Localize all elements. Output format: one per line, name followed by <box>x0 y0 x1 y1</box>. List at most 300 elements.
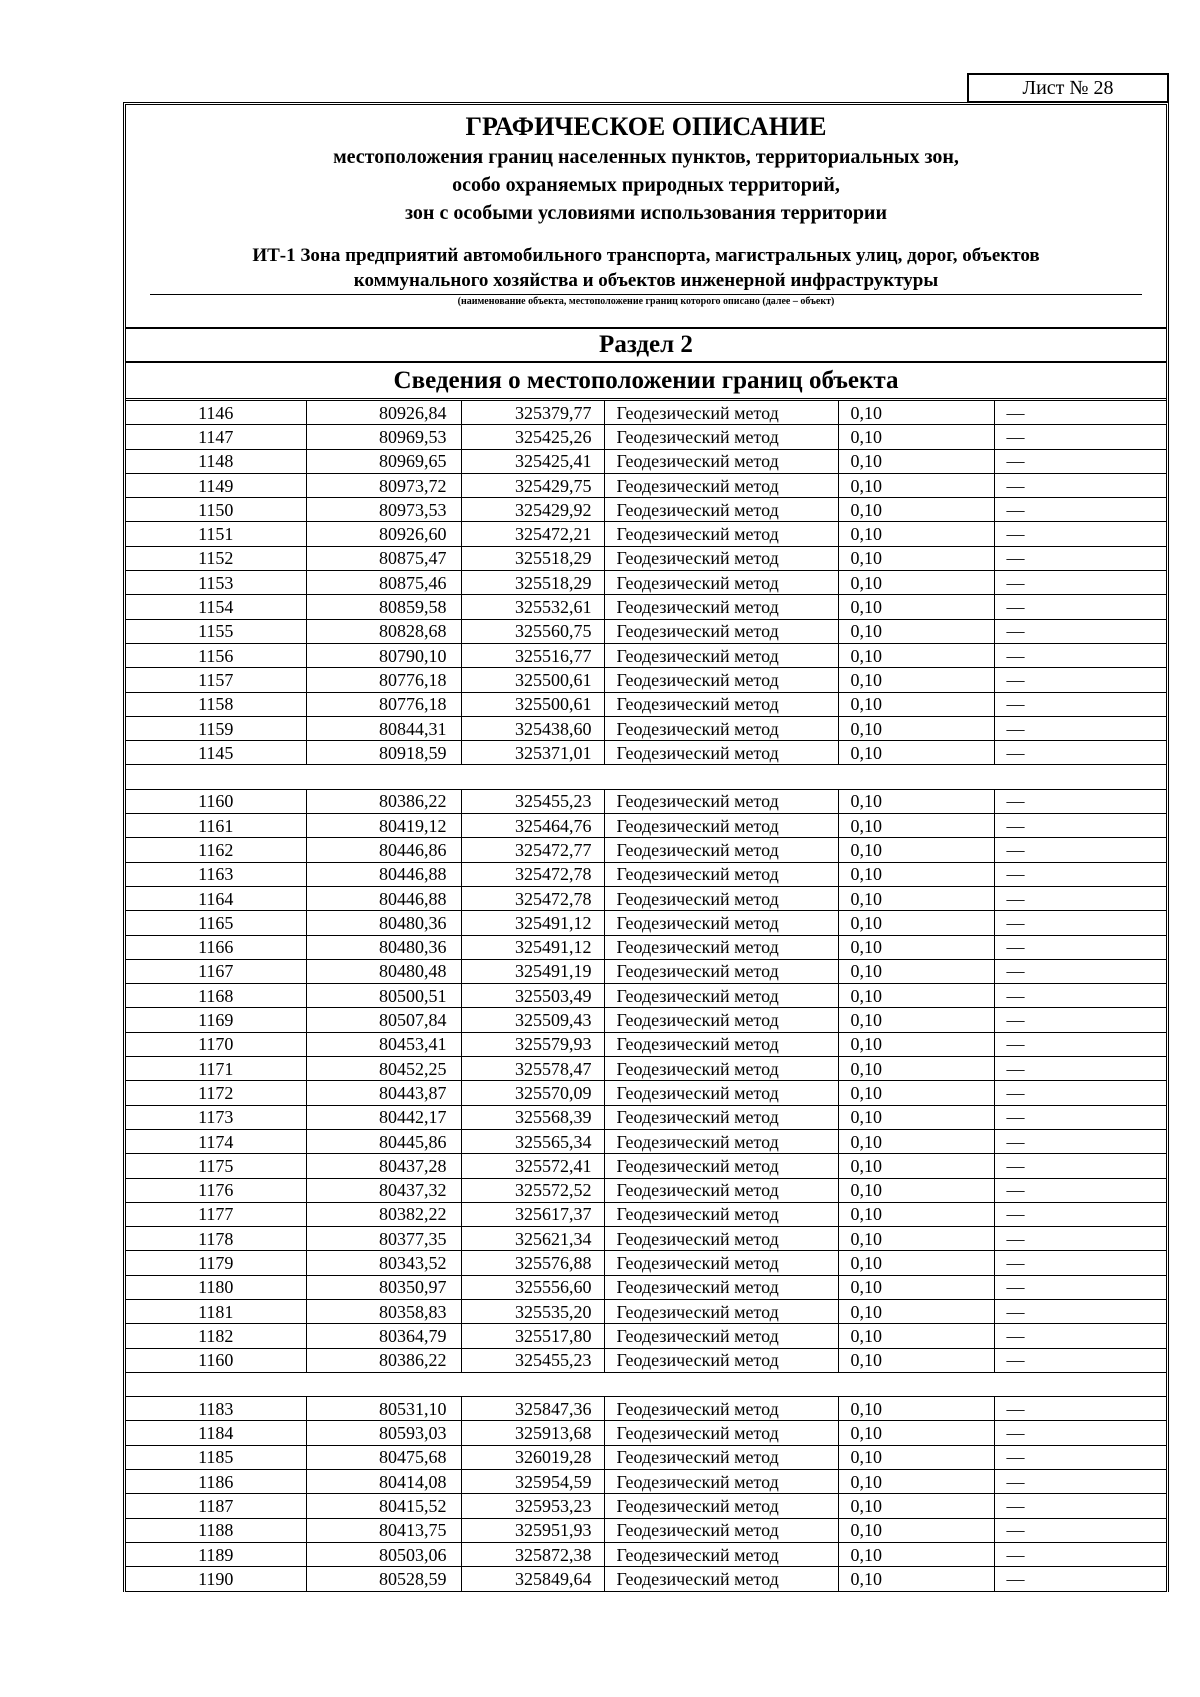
method-cell: Геодезический метод <box>604 1324 838 1348</box>
table-row <box>126 1518 1166 1542</box>
group-separator-row <box>126 1372 1166 1396</box>
description-cell: — <box>994 1081 1166 1105</box>
y-coordinate-cell: 325491,12 <box>461 935 604 959</box>
method-cell: Геодезический метод <box>604 1008 838 1032</box>
method-cell: Геодезический метод <box>604 911 838 935</box>
description-cell: — <box>994 522 1166 546</box>
point-number-cell: 1168 <box>126 984 306 1008</box>
point-number-cell: 1178 <box>126 1227 306 1251</box>
object-name-line-2: коммунального хозяйства и объектов инженерной инфраструктуры <box>353 270 939 291</box>
description-cell: — <box>994 1299 1166 1323</box>
table-row <box>126 619 1166 643</box>
x-coordinate-cell: 80973,53 <box>306 498 461 522</box>
table-row <box>126 546 1166 570</box>
point-number-cell: 1173 <box>126 1105 306 1129</box>
point-number-cell: 1182 <box>126 1324 306 1348</box>
y-coordinate-cell: 325517,80 <box>461 1324 604 1348</box>
point-number-cell: 1172 <box>126 1081 306 1105</box>
accuracy-cell: 0,10 <box>838 619 994 643</box>
description-cell: — <box>994 1251 1166 1275</box>
point-number-cell: 1183 <box>126 1397 306 1421</box>
description-cell: — <box>994 1518 1166 1542</box>
point-number-cell: 1179 <box>126 1251 306 1275</box>
table-row <box>126 1129 1166 1153</box>
table-row <box>126 1299 1166 1323</box>
y-coordinate-cell: 325429,75 <box>461 473 604 497</box>
document-header <box>126 105 1166 329</box>
x-coordinate-cell: 80926,60 <box>306 522 461 546</box>
table-row <box>126 1421 1166 1445</box>
y-coordinate-cell: 325379,77 <box>461 401 604 425</box>
point-number-cell: 1150 <box>126 498 306 522</box>
y-coordinate-cell: 325913,68 <box>461 1421 604 1445</box>
table-row <box>126 789 1166 813</box>
method-cell: Геодезический метод <box>604 546 838 570</box>
description-cell: — <box>994 862 1166 886</box>
method-cell: Геодезический метод <box>604 668 838 692</box>
accuracy-cell: 0,10 <box>838 668 994 692</box>
accuracy-cell: 0,10 <box>838 1129 994 1153</box>
y-coordinate-cell: 325556,60 <box>461 1275 604 1299</box>
y-coordinate-cell: 325560,75 <box>461 619 604 643</box>
x-coordinate-cell: 80828,68 <box>306 619 461 643</box>
x-coordinate-cell: 80918,59 <box>306 741 461 765</box>
document-frame <box>123 102 1169 1592</box>
table-row <box>126 814 1166 838</box>
description-cell: — <box>994 1008 1166 1032</box>
y-coordinate-cell: 325371,01 <box>461 741 604 765</box>
y-coordinate-cell: 325954,59 <box>461 1470 604 1494</box>
table-row <box>126 1348 1166 1372</box>
point-number-cell: 1181 <box>126 1299 306 1323</box>
accuracy-cell: 0,10 <box>838 425 994 449</box>
x-coordinate-cell: 80969,53 <box>306 425 461 449</box>
x-coordinate-cell: 80776,18 <box>306 692 461 716</box>
accuracy-cell: 0,10 <box>838 571 994 595</box>
description-cell: — <box>994 1397 1166 1421</box>
y-coordinate-cell: 325425,26 <box>461 425 604 449</box>
coordinates-table <box>126 401 1166 1592</box>
method-cell: Геодезический метод <box>604 838 838 862</box>
accuracy-cell: 0,10 <box>838 716 994 740</box>
y-coordinate-cell: 325617,37 <box>461 1202 604 1226</box>
accuracy-cell: 0,10 <box>838 1542 994 1566</box>
description-cell: — <box>994 1421 1166 1445</box>
point-number-cell: 1148 <box>126 449 306 473</box>
description-cell: — <box>994 1567 1166 1591</box>
table-row <box>126 1105 1166 1129</box>
y-coordinate-cell: 325568,39 <box>461 1105 604 1129</box>
method-cell: Геодезический метод <box>604 1227 838 1251</box>
point-number-cell: 1166 <box>126 935 306 959</box>
method-cell: Геодезический метод <box>604 935 838 959</box>
point-number-cell: 1171 <box>126 1057 306 1081</box>
table-row <box>126 1008 1166 1032</box>
accuracy-cell: 0,10 <box>838 935 994 959</box>
point-number-cell: 1146 <box>126 401 306 425</box>
point-number-cell: 1147 <box>126 425 306 449</box>
table-row <box>126 1081 1166 1105</box>
y-coordinate-cell: 325438,60 <box>461 716 604 740</box>
x-coordinate-cell: 80844,31 <box>306 716 461 740</box>
description-cell: — <box>994 643 1166 667</box>
method-cell: Геодезический метод <box>604 1470 838 1494</box>
method-cell: Геодезический метод <box>604 1129 838 1153</box>
method-cell: Геодезический метод <box>604 1275 838 1299</box>
accuracy-cell: 0,10 <box>838 1470 994 1494</box>
accuracy-cell: 0,10 <box>838 449 994 473</box>
method-cell: Геодезический метод <box>604 1445 838 1469</box>
table-row <box>126 862 1166 886</box>
table-row <box>126 1494 1166 1518</box>
x-coordinate-cell: 80443,87 <box>306 1081 461 1105</box>
y-coordinate-cell: 325572,41 <box>461 1154 604 1178</box>
description-cell: — <box>994 1032 1166 1056</box>
accuracy-cell: 0,10 <box>838 789 994 813</box>
accuracy-cell: 0,10 <box>838 473 994 497</box>
table-row <box>126 716 1166 740</box>
table-row <box>126 1032 1166 1056</box>
y-coordinate-cell: 325518,29 <box>461 546 604 570</box>
y-coordinate-cell: 325532,61 <box>461 595 604 619</box>
table-row <box>126 838 1166 862</box>
y-coordinate-cell: 325847,36 <box>461 1397 604 1421</box>
table-row <box>126 473 1166 497</box>
method-cell: Геодезический метод <box>604 984 838 1008</box>
accuracy-cell: 0,10 <box>838 1348 994 1372</box>
table-row <box>126 692 1166 716</box>
y-coordinate-cell: 325491,12 <box>461 911 604 935</box>
document-title: ГРАФИЧЕСКОЕ ОПИСАНИЕ <box>465 112 827 141</box>
accuracy-cell: 0,10 <box>838 1251 994 1275</box>
accuracy-cell: 0,10 <box>838 1494 994 1518</box>
method-cell: Геодезический метод <box>604 1032 838 1056</box>
description-cell: — <box>994 935 1166 959</box>
description-cell: — <box>994 741 1166 765</box>
accuracy-cell: 0,10 <box>838 1105 994 1129</box>
accuracy-cell: 0,10 <box>838 814 994 838</box>
table-row <box>126 1251 1166 1275</box>
point-number-cell: 1163 <box>126 862 306 886</box>
accuracy-cell: 0,10 <box>838 1227 994 1251</box>
y-coordinate-cell: 325503,49 <box>461 984 604 1008</box>
description-cell: — <box>994 1105 1166 1129</box>
y-coordinate-cell: 325491,19 <box>461 959 604 983</box>
y-coordinate-cell: 325953,23 <box>461 1494 604 1518</box>
y-coordinate-cell: 325455,23 <box>461 789 604 813</box>
description-cell: — <box>994 1129 1166 1153</box>
method-cell: Геодезический метод <box>604 1542 838 1566</box>
accuracy-cell: 0,10 <box>838 1178 994 1202</box>
accuracy-cell: 0,10 <box>838 886 994 910</box>
y-coordinate-cell: 325578,47 <box>461 1057 604 1081</box>
accuracy-cell: 0,10 <box>838 741 994 765</box>
description-cell: — <box>994 1178 1166 1202</box>
method-cell: Геодезический метод <box>604 1421 838 1445</box>
subtitle-line-1: местоположения границ населенных пунктов, территориальных зон, <box>333 146 959 168</box>
sheet-number-label: Лист № 28 <box>967 73 1169 103</box>
x-coordinate-cell: 80419,12 <box>306 814 461 838</box>
description-cell: — <box>994 1470 1166 1494</box>
method-cell: Геодезический метод <box>604 643 838 667</box>
method-cell: Геодезический метод <box>604 1348 838 1372</box>
accuracy-cell: 0,10 <box>838 1032 994 1056</box>
description-cell: — <box>994 716 1166 740</box>
x-coordinate-cell: 80442,17 <box>306 1105 461 1129</box>
x-coordinate-cell: 80446,86 <box>306 838 461 862</box>
accuracy-cell: 0,10 <box>838 1445 994 1469</box>
accuracy-cell: 0,10 <box>838 1299 994 1323</box>
y-coordinate-cell: 325429,92 <box>461 498 604 522</box>
accuracy-cell: 0,10 <box>838 1397 994 1421</box>
description-cell: — <box>994 1542 1166 1566</box>
description-cell: — <box>994 498 1166 522</box>
y-coordinate-cell: 325500,61 <box>461 668 604 692</box>
method-cell: Геодезический метод <box>604 425 838 449</box>
method-cell: Геодезический метод <box>604 1567 838 1591</box>
point-number-cell: 1160 <box>126 1348 306 1372</box>
y-coordinate-cell: 325579,93 <box>461 1032 604 1056</box>
accuracy-cell: 0,10 <box>838 498 994 522</box>
x-coordinate-cell: 80364,79 <box>306 1324 461 1348</box>
method-cell: Геодезический метод <box>604 1154 838 1178</box>
coordinates-table-body <box>126 401 1166 1591</box>
point-number-cell: 1184 <box>126 1421 306 1445</box>
point-number-cell: 1158 <box>126 692 306 716</box>
accuracy-cell: 0,10 <box>838 546 994 570</box>
table-row <box>126 1227 1166 1251</box>
method-cell: Геодезический метод <box>604 1397 838 1421</box>
accuracy-cell: 0,10 <box>838 1324 994 1348</box>
table-row <box>126 911 1166 935</box>
x-coordinate-cell: 80480,36 <box>306 911 461 935</box>
point-number-cell: 1167 <box>126 959 306 983</box>
section-subtitle: Сведения о местоположении границ объекта <box>126 363 1166 401</box>
point-number-cell: 1153 <box>126 571 306 595</box>
y-coordinate-cell: 325565,34 <box>461 1129 604 1153</box>
accuracy-cell: 0,10 <box>838 1518 994 1542</box>
method-cell: Геодезический метод <box>604 1057 838 1081</box>
table-row <box>126 595 1166 619</box>
method-cell: Геодезический метод <box>604 619 838 643</box>
x-coordinate-cell: 80343,52 <box>306 1251 461 1275</box>
x-coordinate-cell: 80377,35 <box>306 1227 461 1251</box>
point-number-cell: 1189 <box>126 1542 306 1566</box>
group-separator-row <box>126 765 1166 789</box>
accuracy-cell: 0,10 <box>838 401 994 425</box>
point-number-cell: 1180 <box>126 1275 306 1299</box>
y-coordinate-cell: 325951,93 <box>461 1518 604 1542</box>
accuracy-cell: 0,10 <box>838 1057 994 1081</box>
accuracy-cell: 0,10 <box>838 959 994 983</box>
accuracy-cell: 0,10 <box>838 1154 994 1178</box>
method-cell: Геодезический метод <box>604 886 838 910</box>
description-cell: — <box>994 473 1166 497</box>
method-cell: Геодезический метод <box>604 1494 838 1518</box>
point-number-cell: 1162 <box>126 838 306 862</box>
method-cell: Геодезический метод <box>604 1081 838 1105</box>
x-coordinate-cell: 80452,25 <box>306 1057 461 1081</box>
method-cell: Геодезический метод <box>604 1299 838 1323</box>
method-cell: Геодезический метод <box>604 401 838 425</box>
accuracy-cell: 0,10 <box>838 1275 994 1299</box>
table-row <box>126 571 1166 595</box>
method-cell: Геодезический метод <box>604 789 838 813</box>
x-coordinate-cell: 80875,47 <box>306 546 461 570</box>
y-coordinate-cell: 325472,78 <box>461 886 604 910</box>
method-cell: Геодезический метод <box>604 498 838 522</box>
y-coordinate-cell: 326019,28 <box>461 1445 604 1469</box>
table-row <box>126 1542 1166 1566</box>
y-coordinate-cell: 325464,76 <box>461 814 604 838</box>
method-cell: Геодезический метод <box>604 449 838 473</box>
table-row <box>126 984 1166 1008</box>
description-cell: — <box>994 959 1166 983</box>
table-row <box>126 1397 1166 1421</box>
description-cell: — <box>994 1275 1166 1299</box>
x-coordinate-cell: 80926,84 <box>306 401 461 425</box>
x-coordinate-cell: 80415,52 <box>306 1494 461 1518</box>
x-coordinate-cell: 80386,22 <box>306 789 461 813</box>
x-coordinate-cell: 80358,83 <box>306 1299 461 1323</box>
table-row <box>126 935 1166 959</box>
point-number-cell: 1186 <box>126 1470 306 1494</box>
table-row <box>126 668 1166 692</box>
description-cell: — <box>994 449 1166 473</box>
y-coordinate-cell: 325500,61 <box>461 692 604 716</box>
method-cell: Геодезический метод <box>604 862 838 886</box>
point-number-cell: 1188 <box>126 1518 306 1542</box>
y-coordinate-cell: 325455,23 <box>461 1348 604 1372</box>
method-cell: Геодезический метод <box>604 716 838 740</box>
point-number-cell: 1177 <box>126 1202 306 1226</box>
x-coordinate-cell: 80382,22 <box>306 1202 461 1226</box>
description-cell: — <box>994 692 1166 716</box>
point-number-cell: 1145 <box>126 741 306 765</box>
method-cell: Геодезический метод <box>604 692 838 716</box>
point-number-cell: 1160 <box>126 789 306 813</box>
description-cell: — <box>994 1057 1166 1081</box>
description-cell: — <box>994 1324 1166 1348</box>
accuracy-cell: 0,10 <box>838 643 994 667</box>
description-cell: — <box>994 668 1166 692</box>
table-row <box>126 1567 1166 1591</box>
table-row <box>126 498 1166 522</box>
table-row <box>126 449 1166 473</box>
x-coordinate-cell: 80973,72 <box>306 473 461 497</box>
subtitle-line-3: зон с особыми условиями использования территории <box>405 202 887 224</box>
point-number-cell: 1149 <box>126 473 306 497</box>
object-name-block <box>150 243 1142 295</box>
point-number-cell: 1165 <box>126 911 306 935</box>
point-number-cell: 1156 <box>126 643 306 667</box>
y-coordinate-cell: 325849,64 <box>461 1567 604 1591</box>
point-number-cell: 1161 <box>126 814 306 838</box>
accuracy-cell: 0,10 <box>838 911 994 935</box>
description-cell: — <box>994 1348 1166 1372</box>
accuracy-cell: 0,10 <box>838 862 994 886</box>
method-cell: Геодезический метод <box>604 959 838 983</box>
table-row <box>126 643 1166 667</box>
point-number-cell: 1155 <box>126 619 306 643</box>
y-coordinate-cell: 325472,77 <box>461 838 604 862</box>
x-coordinate-cell: 80790,10 <box>306 643 461 667</box>
description-cell: — <box>994 886 1166 910</box>
table-row <box>126 1178 1166 1202</box>
x-coordinate-cell: 80593,03 <box>306 1421 461 1445</box>
y-coordinate-cell: 325535,20 <box>461 1299 604 1323</box>
description-cell: — <box>994 838 1166 862</box>
y-coordinate-cell: 325576,88 <box>461 1251 604 1275</box>
description-cell: — <box>994 1227 1166 1251</box>
method-cell: Геодезический метод <box>604 1251 838 1275</box>
x-coordinate-cell: 80386,22 <box>306 1348 461 1372</box>
description-cell: — <box>994 595 1166 619</box>
description-cell: — <box>994 571 1166 595</box>
accuracy-cell: 0,10 <box>838 984 994 1008</box>
point-number-cell: 1170 <box>126 1032 306 1056</box>
table-row <box>126 1154 1166 1178</box>
accuracy-cell: 0,10 <box>838 692 994 716</box>
table-row <box>126 1202 1166 1226</box>
accuracy-cell: 0,10 <box>838 1421 994 1445</box>
y-coordinate-cell: 325518,29 <box>461 571 604 595</box>
table-row <box>126 1275 1166 1299</box>
x-coordinate-cell: 80875,46 <box>306 571 461 595</box>
point-number-cell: 1159 <box>126 716 306 740</box>
accuracy-cell: 0,10 <box>838 838 994 862</box>
point-number-cell: 1152 <box>126 546 306 570</box>
x-coordinate-cell: 80859,58 <box>306 595 461 619</box>
point-number-cell: 1169 <box>126 1008 306 1032</box>
description-cell: — <box>994 425 1166 449</box>
point-number-cell: 1187 <box>126 1494 306 1518</box>
table-row <box>126 959 1166 983</box>
x-coordinate-cell: 80528,59 <box>306 1567 461 1591</box>
description-cell: — <box>994 1154 1166 1178</box>
y-coordinate-cell: 325472,78 <box>461 862 604 886</box>
description-cell: — <box>994 911 1166 935</box>
x-coordinate-cell: 80531,10 <box>306 1397 461 1421</box>
y-coordinate-cell: 325621,34 <box>461 1227 604 1251</box>
object-caption: (наименование объекта, местоположение границ которого описано (далее – объект) <box>457 296 835 307</box>
accuracy-cell: 0,10 <box>838 595 994 619</box>
x-coordinate-cell: 80350,97 <box>306 1275 461 1299</box>
description-cell: — <box>994 546 1166 570</box>
description-cell: — <box>994 984 1166 1008</box>
table-row <box>126 886 1166 910</box>
x-coordinate-cell: 80480,48 <box>306 959 461 983</box>
x-coordinate-cell: 80453,41 <box>306 1032 461 1056</box>
x-coordinate-cell: 80437,28 <box>306 1154 461 1178</box>
x-coordinate-cell: 80446,88 <box>306 862 461 886</box>
point-number-cell: 1175 <box>126 1154 306 1178</box>
y-coordinate-cell: 325572,52 <box>461 1178 604 1202</box>
table-row <box>126 425 1166 449</box>
x-coordinate-cell: 80437,32 <box>306 1178 461 1202</box>
subtitle-line-2: особо охраняемых природных территорий, <box>452 174 840 196</box>
y-coordinate-cell: 325509,43 <box>461 1008 604 1032</box>
accuracy-cell: 0,10 <box>838 1081 994 1105</box>
table-row <box>126 1470 1166 1494</box>
x-coordinate-cell: 80445,86 <box>306 1129 461 1153</box>
method-cell: Геодезический метод <box>604 1105 838 1129</box>
table-row <box>126 1445 1166 1469</box>
x-coordinate-cell: 80500,51 <box>306 984 461 1008</box>
y-coordinate-cell: 325472,21 <box>461 522 604 546</box>
x-coordinate-cell: 80413,75 <box>306 1518 461 1542</box>
method-cell: Геодезический метод <box>604 571 838 595</box>
